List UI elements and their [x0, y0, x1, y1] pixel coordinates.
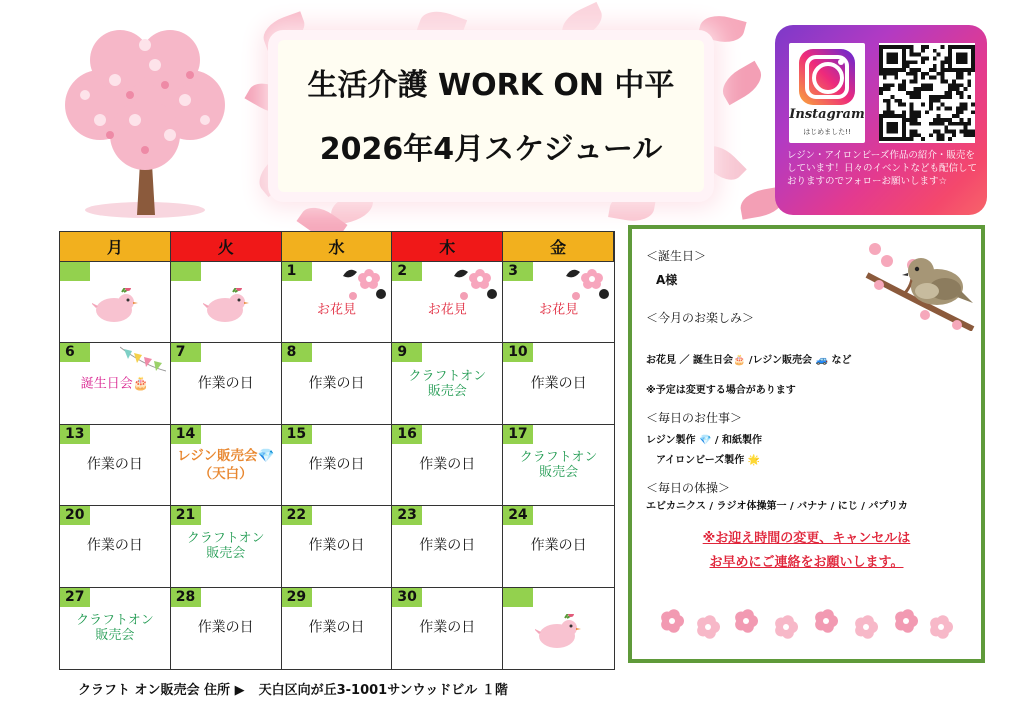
day-number: 14 [171, 425, 201, 444]
calendar-cell [282, 506, 393, 587]
calendar-cell [392, 343, 503, 424]
day-number: 27 [60, 588, 90, 607]
notice-text [632, 527, 981, 575]
calendar-cell [171, 343, 282, 424]
event-line: 作業の日 [419, 537, 476, 554]
calendar-cell [60, 262, 171, 343]
event-line: レジン販売会💎 [177, 447, 275, 464]
day-number [171, 262, 201, 281]
qr-code[interactable] [879, 43, 975, 143]
event-line: 作業の日 [86, 456, 143, 473]
day-number: 10 [503, 343, 533, 362]
event-text [282, 539, 392, 554]
sakura-icon [452, 264, 498, 304]
calendar-cell [60, 506, 171, 587]
event-line: 作業の日 [197, 375, 254, 392]
sakura-icon [341, 264, 387, 304]
event-text [503, 450, 614, 480]
day-number: 29 [282, 588, 312, 607]
cherry-tree-icon [45, 25, 245, 220]
instagram-started-label: はじめました!! [803, 128, 851, 136]
day-number: 15 [282, 425, 312, 444]
calendar-cell [60, 588, 171, 669]
instagram-card[interactable] [789, 43, 865, 143]
event-line: お花見 [316, 302, 356, 318]
event-text [60, 539, 170, 554]
event-text [171, 376, 281, 391]
birthday-name: A様 [656, 273, 678, 287]
event-line: 販売会 [539, 464, 579, 480]
event-line: 作業の日 [419, 619, 476, 636]
event-text [392, 621, 502, 636]
calendar-cell [171, 425, 282, 506]
calendar-cell [282, 343, 393, 424]
event-line: 販売会 [95, 628, 135, 644]
work-line-1: レジン製作 💎 / 和紙製作 [646, 435, 763, 446]
day-number [60, 262, 90, 281]
day-number: 7 [171, 343, 201, 362]
sakura-icon [564, 264, 610, 304]
fun-heading: ＜今月のお楽しみ＞ [646, 311, 755, 325]
day-number: 9 [392, 343, 422, 362]
event-line: クラフトオン [186, 531, 265, 547]
weekday-header: 木 [392, 232, 503, 262]
footer-address [78, 679, 508, 698]
weekday-header: 火 [171, 232, 282, 262]
birthday-heading: ＜誕生日＞ [646, 249, 707, 263]
fun-items: お花見 ／ 誕生日会🎂 /レジン販売会 🚙 など [646, 355, 852, 366]
day-number: 28 [171, 588, 201, 607]
instagram-description: レジン・アイロンビーズ作品の紹介・販売をしています！日々のイベントなども配信しておりますのでフォローお願いします☆ [787, 150, 978, 187]
day-number: 22 [282, 506, 312, 525]
weekday-header: 水 [282, 232, 393, 262]
event-line: クラフトオン [408, 368, 487, 384]
work-heading: ＜毎日のお仕事＞ [646, 411, 743, 425]
day-number: 20 [60, 506, 90, 525]
event-text [282, 621, 392, 636]
notice-line-1: ※お迎え時間の変更、キャンセルは [702, 531, 911, 546]
footer-label: クラフト オン販売会 住所 ▶ [78, 683, 245, 698]
calendar-cell [392, 425, 503, 506]
calendar-cell [503, 343, 614, 424]
calendar-cell [60, 425, 171, 506]
event-line: クラフトオン [519, 449, 598, 465]
instagram-icon [799, 49, 855, 105]
event-line: 作業の日 [308, 619, 365, 636]
day-number: 8 [282, 343, 312, 362]
day-number: 30 [392, 588, 422, 607]
day-number: 23 [392, 506, 422, 525]
calendar-cell [503, 588, 614, 669]
event-line: （天白） [198, 465, 253, 482]
exercise-heading: ＜毎日の体操＞ [646, 481, 731, 495]
exercise-items: エビカニクス / ラジオ体操第一 / バナナ / にじ / パプリカ [646, 501, 908, 512]
calendar-cell [392, 506, 503, 587]
calendar-cell [503, 506, 614, 587]
event-line: お花見 [539, 302, 579, 318]
calendar-cell [171, 262, 282, 343]
bird-icon [535, 614, 581, 650]
calendar-cell [282, 425, 393, 506]
work-line-2: アイロンビーズ製作 🌟 [656, 455, 761, 466]
event-text [282, 303, 392, 318]
instagram-promo [775, 25, 987, 215]
event-text [392, 369, 502, 399]
day-number: 1 [282, 262, 312, 281]
event-line: 作業の日 [419, 456, 476, 473]
event-text [503, 303, 614, 318]
footer-address-text: 天白区向が丘3-1001サンウッドビル １階 [258, 683, 508, 698]
event-text [171, 531, 281, 561]
event-line: 販売会 [427, 383, 467, 399]
calendar-cell [392, 262, 503, 343]
page-title: 生活介護 WORK ON 中平 [307, 68, 675, 103]
event-line: お花見 [427, 302, 467, 318]
bird-on-branch-icon [865, 235, 975, 331]
calendar-cell [503, 262, 614, 343]
event-text [503, 539, 614, 554]
day-number: 13 [60, 425, 90, 444]
calendar-cell [282, 588, 393, 669]
day-number: 17 [503, 425, 533, 444]
event-line: 作業の日 [197, 619, 254, 636]
calendar-cell [282, 262, 393, 343]
event-text [171, 621, 281, 636]
instagram-wordmark: Instagram [789, 107, 865, 122]
day-number: 6 [60, 343, 90, 362]
day-number [503, 588, 533, 607]
calendar-cell [392, 588, 503, 669]
event-text [60, 376, 170, 391]
event-text [503, 376, 614, 391]
notice-line-2: お早めにご連絡をお願いします。 [709, 555, 904, 570]
day-number: 16 [392, 425, 422, 444]
event-text [392, 303, 502, 318]
fun-note: ※予定は変更する場合があります [646, 385, 796, 396]
event-text [392, 539, 502, 554]
info-panel [628, 225, 985, 663]
sakura-row-icon [656, 603, 956, 649]
calendar-cell [171, 506, 282, 587]
title-card [278, 40, 704, 192]
event-line: 誕生日会🎂 [80, 376, 149, 392]
calendar-cell [503, 425, 614, 506]
event-text [282, 457, 392, 472]
event-line: 作業の日 [530, 537, 587, 554]
event-text [392, 457, 502, 472]
event-line: 作業の日 [308, 375, 365, 392]
weekday-header: 月 [60, 232, 171, 262]
day-number: 3 [503, 262, 533, 281]
event-text [60, 457, 170, 472]
event-text [60, 613, 170, 643]
calendar-cell [171, 588, 282, 669]
page-subtitle: 2026年4月スケジュール [319, 132, 663, 167]
event-line: 作業の日 [86, 537, 143, 554]
event-line: 作業の日 [530, 375, 587, 392]
day-number: 2 [392, 262, 422, 281]
event-line: 販売会 [206, 546, 246, 562]
event-line: 作業の日 [308, 537, 365, 554]
day-number: 24 [503, 506, 533, 525]
calendar-cell [60, 343, 171, 424]
bird-icon [92, 288, 138, 324]
day-number: 21 [171, 506, 201, 525]
event-text [171, 447, 281, 483]
schedule-calendar [59, 231, 615, 670]
weekday-header: 金 [503, 232, 614, 262]
event-line: 作業の日 [308, 456, 365, 473]
event-line: クラフトオン [76, 613, 154, 629]
bird-icon [203, 288, 249, 324]
event-text [282, 376, 392, 391]
